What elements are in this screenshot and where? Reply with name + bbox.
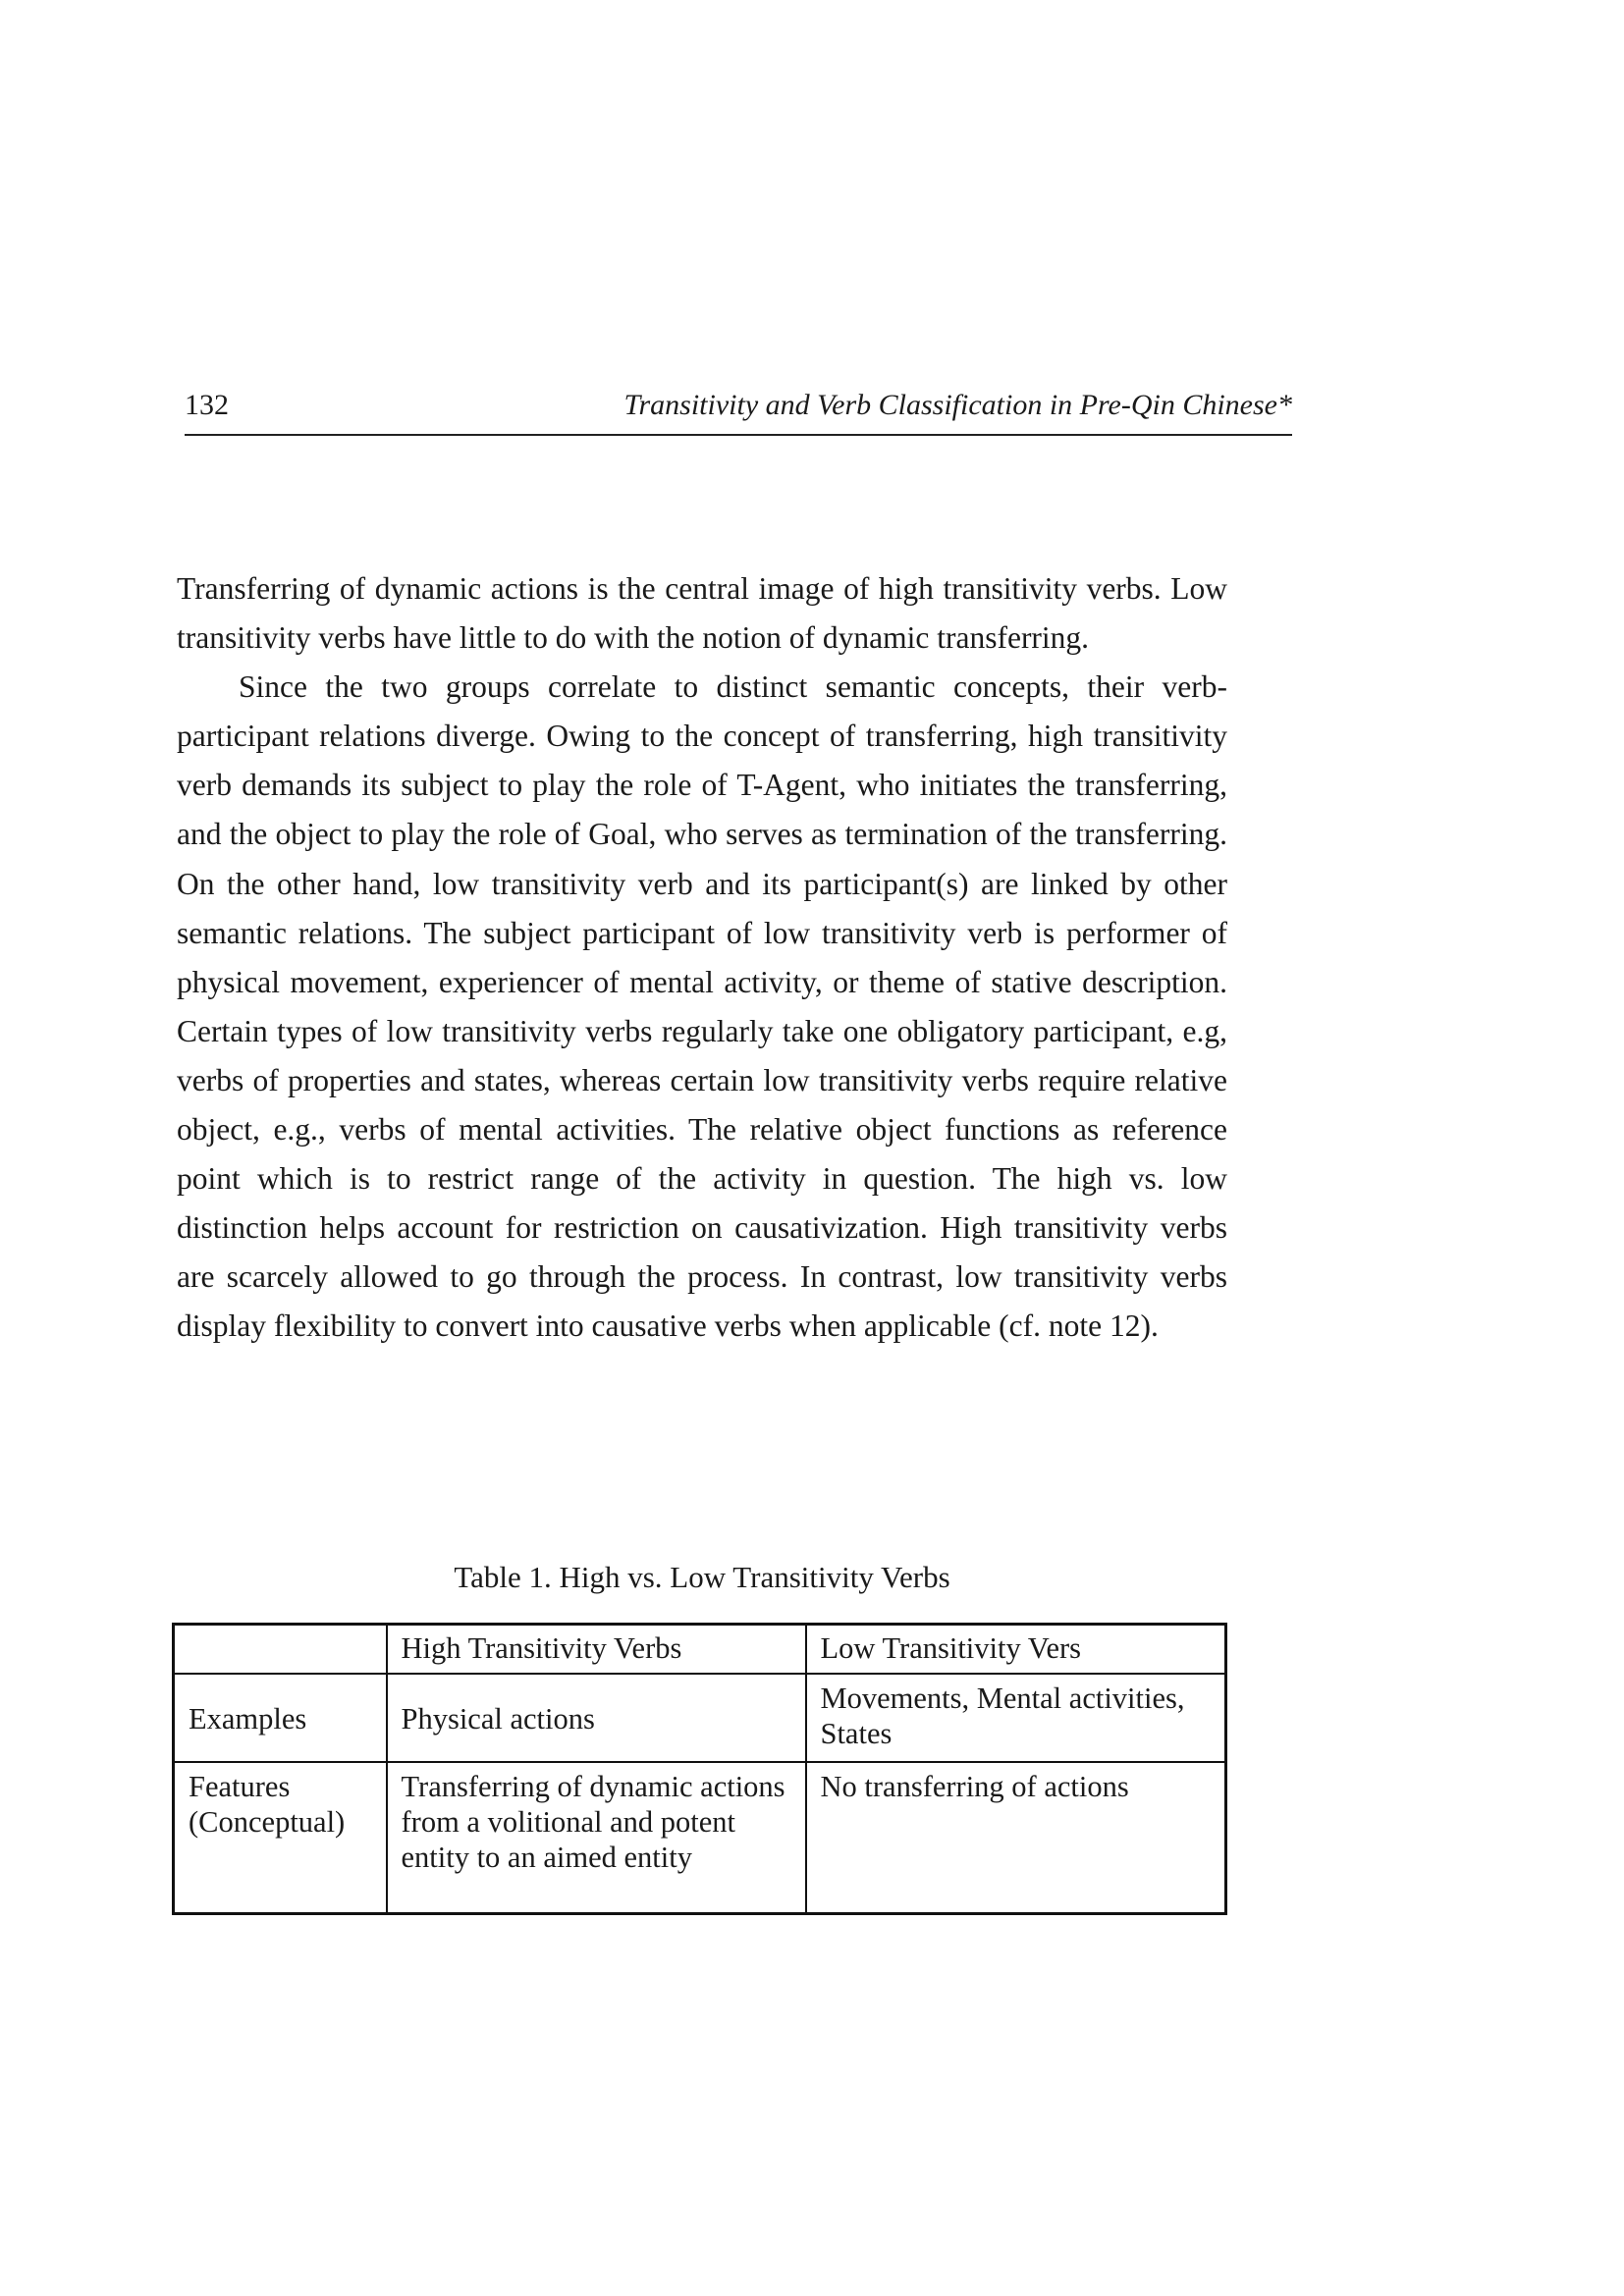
body-text (177, 564, 1227, 1352)
table-header-cell: High Transitivity Verbs (387, 1625, 806, 1675)
table-cell: Transferring of dynamic actions from a volitional and potent entity to an aimed entity (387, 1762, 806, 1914)
transitivity-table (172, 1623, 1227, 1915)
paragraph: Since the two groups correlate to distinct semantic concepts, their verb-participant relations diverge. Owing to the concept of transferring, high transitivity verb demands its subject to play the role of T-Agent, who initiates the transferring, and the object to play the role of Goal, who serves as termination of the transferring. On the other hand, low transitivity verb and its participant(s) are linked by other semantic relations. The subject participant of low transitivity verb is performer of physical movement, experiencer of mental activity, or theme of stative description. Certain types of low transitivity verbs regularly take one obligatory participant, e.g, verbs of properties and states, whereas certain low transitivity verbs require relative object, e.g., verbs of mental activities. The relative object functions as reference point which is to restrict range of the activity in question. The high vs. low distinction helps account for restriction on causativization. High transitivity verbs are scarcely allowed to go through the process. In contrast, low transitivity verbs display flexibility to convert into causative verbs when applicable (cf. note 12). (177, 669, 1227, 1344)
table-header-cell: Low Transitivity Vers (806, 1625, 1226, 1675)
table-row-label: Examples (174, 1674, 387, 1762)
running-header (185, 387, 1292, 436)
table-cell: No transferring of actions (806, 1762, 1226, 1914)
running-title: Transitivity and Verb Classification in Pre-Qin Chinese* (623, 389, 1292, 421)
table-cell: Movements, Mental activities, States (806, 1674, 1226, 1762)
table-cell: Physical actions (387, 1674, 806, 1762)
table-row (174, 1762, 1226, 1914)
page-number: 132 (185, 389, 229, 421)
table-row-label: Features (Conceptual) (174, 1762, 387, 1914)
table-caption: Table 1. High vs. Low Transitivity Verbs (454, 1560, 950, 1594)
paragraph: Transferring of dynamic actions is the central image of high transitivity verbs. Low transitivity verbs have little to do with the notion of dynamic transferring. (177, 571, 1227, 656)
table-header-cell (174, 1625, 387, 1675)
table-row (174, 1674, 1226, 1762)
table-header-row (174, 1625, 1226, 1675)
